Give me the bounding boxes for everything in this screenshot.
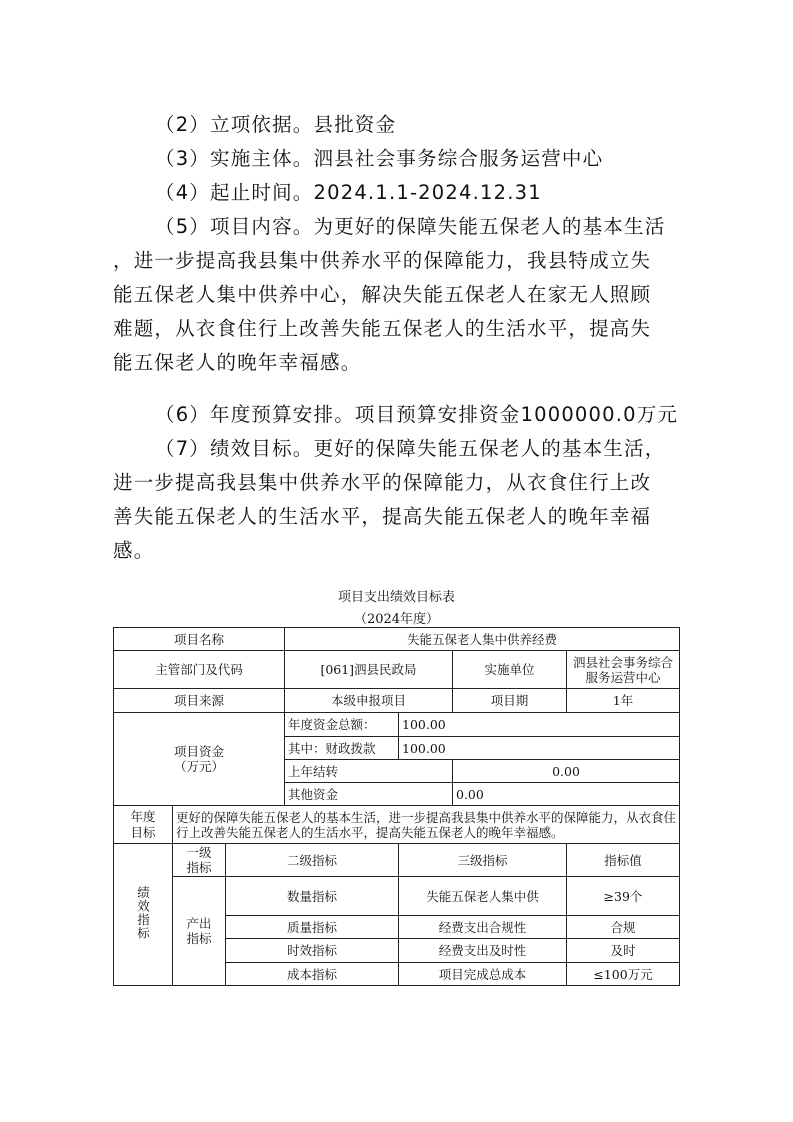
row-value: 合规 [567,916,680,939]
row-l3: 项目完成总成本 [399,963,567,986]
funds-label: 项目资金 [173,744,224,759]
header-value: 指标值 [567,844,680,877]
text-line: （5）项目内容。为更好的保障失能五保老人的基本生活 [155,215,666,238]
funds-total-label: 年度资金总额： [285,713,399,737]
table-subtitle: （2024年度） [353,612,440,627]
text-line: 感。 [113,539,155,562]
row-l2: 质量指标 [226,916,399,939]
source-label: 项目来源 [114,689,285,713]
paragraph [113,142,685,176]
funds-unit: （万元） [173,759,224,774]
funds-carryover-label: 上年结转 [285,760,453,783]
source-value: 本级申报项目 [285,689,453,713]
text-line: 进一步提高我县集中供养水平的保障能力，从衣食住行上改 [113,471,652,494]
paragraph [113,432,685,568]
dept-value: [061]泗县民政局 [285,651,453,689]
header-level2: 二级指标 [226,844,399,877]
period-value: 1年 [567,689,680,713]
funds-total-value: 100.00 [399,713,680,737]
text-line: （3）实施主体。泗县社会事务综合服务运营中心 [155,147,604,170]
funds-other-value: 0.00 [453,783,680,806]
text-line: （2）立项依据。县批资金 [155,113,397,136]
impl-unit-label: 实施单位 [453,651,567,689]
funds-other-label: 其他资金 [285,783,453,806]
row-l2: 时效指标 [226,939,399,963]
performance-target-table [113,627,680,986]
paragraph [113,176,685,210]
perf-label-cell [114,844,173,986]
header-level1: 一级指标 [173,844,226,877]
row-l3: 经费支出及时性 [399,939,567,963]
row-l2: 数量指标 [226,877,399,916]
text-line: （7）绩效目标。更好的保障失能五保老人的基本生活， [155,437,666,460]
text-line: ，进一步提高我县集中供养水平的保障能力，我县特成立失 [113,249,652,272]
funds-carryover-value: 0.00 [453,760,680,783]
funds-fiscal-value: 100.00 [399,737,680,760]
project-name: 失能五保老人集中供养经费 [285,628,680,651]
goal-label: 年度目标 [114,806,173,844]
row-value: 及时 [567,939,680,963]
paragraph [113,108,685,142]
paragraph [113,398,685,432]
goal-text: 更好的保障失能五保老人的基本生活，进一步提高我县集中供养水平的保障能力，从衣食住行上改善失能五保老人的生活水平，提高失能五保老人的晚年幸福感。 [173,806,680,844]
row-value: ≥39个 [567,877,680,916]
project-name-label: 项目名称 [114,628,285,651]
row-l2: 成本指标 [226,963,399,986]
paragraph [113,210,685,380]
header-level3: 三级指标 [399,844,567,877]
text-line: 难题，从衣食住行上改善失能五保老人的生活水平，提高失 [113,317,652,340]
row-l3: 失能五保老人集中供 [399,877,567,916]
row-l3: 经费支出合规性 [399,916,567,939]
table-title: 项目支出绩效目标表 [337,590,455,605]
row-value: ≤100万元 [567,963,680,986]
level1-label: 产出指标 [186,916,212,946]
impl-unit: 泗县社会事务综合服务运营中心 [567,651,680,689]
text-line: 能五保老人的晚年幸福感。 [113,351,362,374]
funds-label-cell [114,713,285,806]
text-line: （6）年度预算安排。项目预算安排资金1000000.0万元 [155,403,679,426]
text-line: 善失能五保老人的生活水平，提高失能五保老人的晚年幸福 [113,505,652,528]
text-line: 能五保老人集中供养中心，解决失能五保老人在家无人照顾 [113,283,652,306]
funds-fiscal-label: 其中：财政拨款 [285,737,399,760]
dept-label: 主管部门及代码 [114,651,285,689]
period-label: 项目期 [453,689,567,713]
level1-cell [173,877,226,986]
perf-label: 绩效指标 [135,886,151,940]
text-line: （4）起止时间。2024.1.1-2024.12.31 [155,181,542,204]
